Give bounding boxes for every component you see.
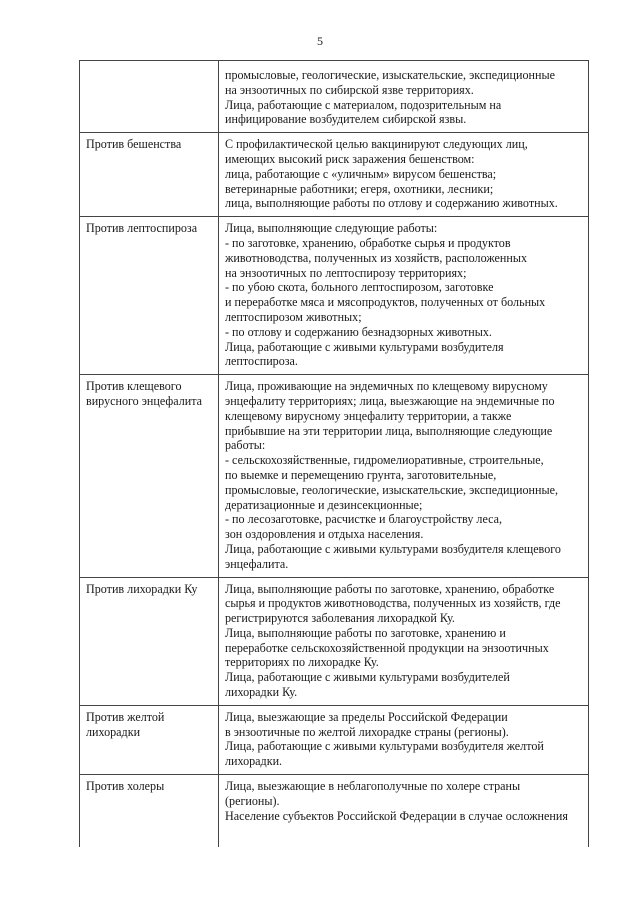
vaccination-name-cell [80,61,219,133]
indication-line: Лица, выезжающие в неблагополучные по холере страны [225,779,521,794]
indications-cell [219,775,589,848]
indication-line: ветеринарные работники; егеря, охотники, лесники; [225,181,494,196]
vaccination-name-cell [80,217,219,375]
indication-line: (регионы). [225,793,280,808]
indication-line: - по отлову и содержанию безнадзорных животных. [225,324,492,339]
vaccination-name: лихорадки [86,724,141,739]
indication-line: лихорадки. [225,754,283,769]
indication-line: регистрируются заболевания лихорадкой Ку. [225,611,455,626]
indication-line: лица, работающие с «уличным» вирусом бешенства; [225,166,497,181]
indication-line: лихорадки Ку. [225,685,298,700]
indications-cell [219,577,589,705]
indication-line: Население субъектов Российской Федерации в случае осложнения [225,808,568,823]
indication-line: Лица, проживающие на эндемичных по клещевому вирусному [225,379,548,394]
indication-line: энцефалиту территориях; лица, выезжающие на эндемичные по [225,393,555,408]
indication-line: сырья и продуктов животноводства, полученных из хозяйств, где [225,596,561,611]
indication-line: С профилактической целью вакцинируют следующих лиц, [225,137,528,152]
indications-cell [219,705,589,774]
indication-line: территориях по лихорадке Ку. [225,655,379,670]
indication-line: Лица, работающие с живыми культурами возбудителя желтой [225,739,544,754]
indication-line: по выемке и перемещению грунта, заготовительные, [225,467,497,482]
indication-line: животноводства, полученных из хозяйств, расположенных [225,250,528,265]
indication-line: Лица, работающие с живыми культурами возбудителя клещевого [225,541,561,556]
table-row-tick-borne-encephalitis [80,375,589,577]
page-number: 5 [317,34,323,48]
indication-line: энцефалита. [225,556,289,571]
vaccination-name: вирусного энцефалита [86,393,203,408]
indication-line: Лица, выполняющие работы по заготовке, хранению, обработке [225,581,555,596]
table-row-cholera [80,775,589,848]
indication-line: дератизационные и дезинсекционные; [225,497,423,512]
indication-line: Лица, выполняющие работы по заготовке, хранению и [225,625,506,640]
indication-line: лептоспироза. [225,354,298,369]
vaccination-name: Против лептоспироза [86,221,198,236]
indication-line: в энзоотичные по желтой лихорадке страны (регионы). [225,724,509,739]
vaccination-name-cell [80,705,219,774]
indication-line: Лица, работающие с материалом, подозрительным на [225,97,502,112]
indication-line: прибывшие на эти территории лица, выполняющие следующие [225,423,553,438]
indication-line: - сельскохозяйственные, гидромелиоративные, строительные, [225,453,544,468]
indication-line: клещевому вирусному энцефалиту территории, а также [225,408,512,423]
indication-line: на энзоотичных по лептоспирозу территориях; [225,265,467,280]
table-row-leptospirosis [80,217,589,375]
indications-cell [219,61,589,133]
vaccination-name-cell [80,375,219,577]
indications-cell [219,217,589,375]
vaccination-name: Против лихорадки Ку [86,581,198,596]
vaccination-name: Против клещевого [86,379,182,394]
vaccination-name-cell [80,577,219,705]
table-row-q-fever [80,577,589,705]
indication-line: Лица, работающие с живыми культурами возбудителя [225,339,504,354]
vaccination-name: Против желтой [86,709,165,724]
indication-line: лица, выполняющие работы по отлову и содержанию животных. [225,196,558,211]
indication-line: на энзоотичных по сибирской язве территориях. [225,82,474,97]
indication-line: инфицирование возбудителем сибирской язвы. [225,112,467,127]
indication-line: Лица, выезжающие за пределы Российской Федерации [225,709,508,724]
vaccination-name: Против холеры [86,779,165,794]
vaccination-name: Против бешенства [86,137,182,152]
indication-line: зон оздоровления и отдыха населения. [225,527,424,542]
indications-cell [219,133,589,217]
indication-line: Лица, работающие с живыми культурами возбудителей [225,670,510,685]
vaccination-name-cell [80,775,219,848]
indication-line: промысловые, геологические, изыскательские, экспедиционные, [225,482,558,497]
table-row-anthrax-continuation [80,61,589,133]
indication-line: лептоспирозом животных; [225,309,362,324]
vaccination-name-cell [80,133,219,217]
table-row-rabies [80,133,589,217]
vaccination-table [79,60,589,847]
indication-line: - по убою скота, больного лептоспирозом, заготовке [225,280,494,295]
indication-line: Лица, выполняющие следующие работы: [225,221,438,236]
indications-cell [219,375,589,577]
indication-line: работы: [225,438,266,453]
indication-line: промысловые, геологические, изыскательские, экспедиционные [225,68,555,82]
indication-line: переработке сельскохозяйственной продукции на энзоотичных [225,640,549,655]
table-row-yellow-fever [80,705,589,774]
indication-line: и переработке мяса и мясопродуктов, полученных от больных [225,295,546,310]
indication-line: - по лесозаготовке, расчистке и благоустройству леса, [225,512,503,527]
indication-line: - по заготовке, хранению, обработке сырья и продуктов [225,235,511,250]
indication-line: имеющих высокий риск заражения бешенством: [225,151,475,166]
